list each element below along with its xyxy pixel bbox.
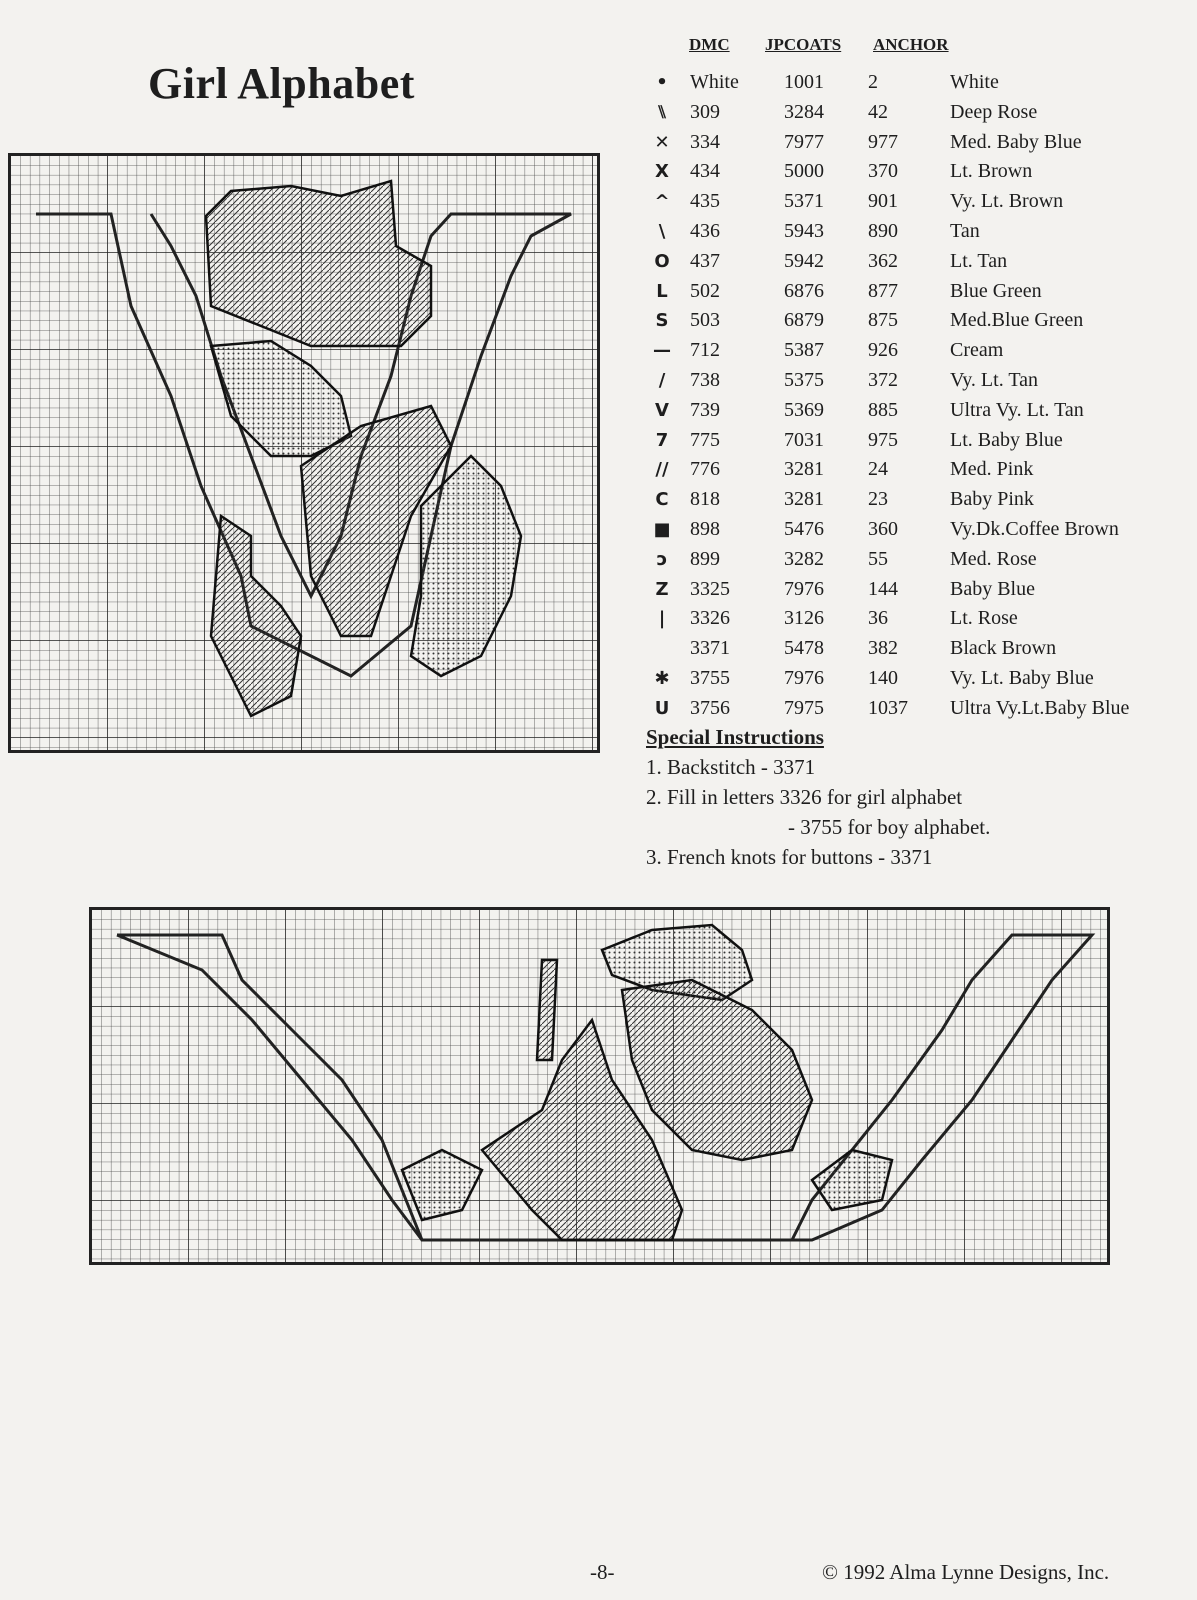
legend-anchor: 890	[868, 219, 898, 242]
legend-dmc: 437	[690, 249, 720, 272]
color-legend	[650, 68, 1190, 724]
legend-dmc: 818	[690, 488, 720, 511]
legend-row	[650, 157, 1190, 187]
legend-symbol: S	[655, 310, 669, 332]
legend-symbol: |	[658, 608, 666, 630]
legend-symbol: \	[658, 220, 666, 242]
legend-jpcoats: 5478	[784, 637, 824, 660]
instruction-line: - 3755 for boy alphabet.	[788, 815, 991, 839]
legend-symbol: U	[654, 697, 670, 719]
legend-symbol: /	[658, 369, 666, 391]
legend-jpcoats: 3281	[784, 458, 824, 481]
legend-dmc: 898	[690, 517, 720, 540]
legend-anchor: 55	[868, 547, 888, 570]
legend-color-name: Baby Blue	[950, 577, 1035, 600]
page-title: Girl Alphabet	[148, 59, 415, 108]
legend-row	[650, 634, 1190, 664]
legend-jpcoats: 5000	[784, 160, 824, 183]
legend-color-name: Vy. Lt. Brown	[950, 190, 1064, 213]
legend-row	[650, 98, 1190, 128]
legend-row	[650, 455, 1190, 485]
legend-color-name: Lt. Tan	[950, 249, 1008, 272]
legend-anchor: 975	[868, 428, 898, 451]
legend-anchor: 362	[868, 249, 898, 272]
instruction-line: 3. French knots for buttons - 3371	[646, 845, 933, 869]
legend-color-name: Vy.Dk.Coffee Brown	[950, 517, 1119, 540]
legend-jpcoats: 5371	[784, 190, 824, 213]
legend-jpcoats: 1001	[784, 71, 824, 93]
legend-anchor: 926	[868, 339, 898, 362]
legend-color-name: Lt. Baby Blue	[950, 428, 1063, 451]
legend-dmc: 3756	[690, 696, 730, 719]
legend-anchor: 23	[868, 488, 888, 511]
legend-dmc: 334	[690, 130, 720, 153]
legend-header-dmc: DMC	[689, 35, 730, 54]
legend-jpcoats: 3281	[784, 488, 824, 511]
legend-dmc: 435	[690, 190, 720, 213]
legend-header-jpcoats: JPCOATS	[765, 35, 842, 54]
legend-dmc: 3326	[690, 607, 730, 630]
legend-anchor: 382	[868, 637, 898, 660]
legend-row	[650, 545, 1190, 575]
cross-stitch-grid	[11, 156, 597, 750]
legend-jpcoats: 7031	[784, 428, 824, 451]
legend-row	[650, 217, 1190, 247]
legend-row	[650, 187, 1190, 217]
chart-letter-v-girl	[8, 153, 600, 753]
legend-row	[650, 485, 1190, 515]
girl-stick-wide	[537, 960, 557, 1060]
legend-color-name: Blue Green	[950, 279, 1042, 302]
legend-anchor: 901	[868, 190, 898, 213]
special-instructions	[646, 722, 990, 872]
legend-symbol: X	[655, 161, 669, 183]
legend-color-name: Med. Rose	[950, 547, 1037, 570]
legend-jpcoats: 6879	[784, 309, 824, 332]
legend-symbol: 7	[655, 429, 669, 451]
instruction-line: 1. Backstitch - 3371	[646, 755, 816, 779]
legend-anchor: 36	[868, 607, 888, 630]
legend-color-name: Vy. Lt. Tan	[950, 368, 1039, 391]
legend-symbol: ɔ	[656, 548, 668, 570]
legend-symbol: ^	[654, 191, 670, 213]
legend-jpcoats: 7977	[784, 130, 824, 153]
legend-color-name: Med. Pink	[950, 458, 1034, 481]
legend-symbol: —	[653, 340, 671, 362]
instruction-line: 2. Fill in letters 3326 for girl alphabet	[646, 785, 963, 809]
legend-color-name: Deep Rose	[950, 100, 1038, 123]
legend-dmc: 899	[690, 547, 720, 570]
legend-anchor: 372	[868, 368, 898, 391]
legend-row	[650, 396, 1190, 426]
legend-color-name: Tan	[950, 219, 980, 242]
legend-color-name: Med.Blue Green	[950, 309, 1084, 332]
legend-jpcoats: 5942	[784, 249, 824, 272]
legend-jpcoats: 5943	[784, 219, 824, 242]
legend-symbol: ✕	[654, 131, 670, 153]
legend-jpcoats: 3284	[784, 100, 824, 123]
legend-row	[650, 515, 1190, 545]
legend-jpcoats: 7976	[784, 666, 824, 689]
chart-letter-v-wide	[89, 907, 1110, 1265]
legend-color-name: Baby Pink	[950, 488, 1034, 511]
legend-symbol: ■	[653, 518, 671, 540]
legend-color-name: Black Brown	[950, 637, 1057, 660]
legend-row	[650, 604, 1190, 634]
legend-row	[650, 575, 1190, 605]
legend-row	[650, 128, 1190, 158]
page-number: -8-	[590, 1560, 615, 1584]
legend-jpcoats: 3126	[784, 607, 824, 630]
legend-anchor: 877	[868, 279, 898, 302]
legend-anchor: 144	[868, 577, 898, 600]
legend-dmc: 775	[690, 428, 720, 451]
legend-row	[650, 336, 1190, 366]
legend-anchor: 885	[868, 398, 898, 421]
legend-dmc: 502	[690, 279, 720, 302]
legend-symbol: Z	[655, 578, 669, 600]
legend-jpcoats: 6876	[784, 279, 824, 302]
legend-color-name: Med. Baby Blue	[950, 130, 1082, 153]
legend-row	[650, 426, 1190, 456]
legend-dmc: 436	[690, 219, 720, 242]
legend-color-name: Ultra Vy.Lt.Baby Blue	[950, 696, 1130, 719]
legend-dmc: 739	[690, 398, 720, 421]
legend-anchor: 977	[868, 130, 898, 153]
legend-anchor: 140	[868, 666, 898, 689]
legend-symbol: O	[654, 250, 670, 272]
legend-jpcoats: 5387	[784, 339, 824, 362]
copyright: © 1992 Alma Lynne Designs, Inc.	[822, 1560, 1110, 1584]
special-instructions-title: Special Instructions	[646, 725, 824, 749]
legend-header-anchor: ANCHOR	[873, 35, 949, 54]
legend-row	[650, 277, 1190, 307]
legend-dmc: 3371	[690, 637, 730, 660]
legend-row	[650, 247, 1190, 277]
legend-anchor: 370	[868, 160, 898, 183]
legend-row	[650, 664, 1190, 694]
legend-row	[650, 306, 1190, 336]
legend-anchor: 875	[868, 309, 898, 332]
legend-dmc: 503	[690, 309, 720, 332]
legend-symbol: //	[655, 459, 669, 481]
legend-dmc: 3325	[690, 577, 730, 600]
legend-color-name: Lt. Rose	[950, 607, 1018, 630]
legend-jpcoats: 3282	[784, 547, 824, 570]
legend-anchor: 1037	[868, 696, 908, 719]
legend-jpcoats: 7976	[784, 577, 824, 600]
legend-dmc: 738	[690, 368, 720, 391]
legend-symbol: ⑊	[656, 101, 668, 123]
legend-dmc: 309	[690, 100, 720, 123]
legend-color-name: Cream	[950, 339, 1004, 362]
legend-jpcoats: 7975	[784, 696, 824, 719]
legend-jpcoats: 5369	[784, 398, 824, 421]
legend-dmc: 776	[690, 458, 720, 481]
legend-symbol: L	[656, 280, 668, 302]
legend-dmc: 3755	[690, 666, 730, 689]
legend-row	[650, 366, 1190, 396]
legend-dmc: White	[690, 71, 739, 93]
legend-row	[650, 68, 1190, 98]
legend-dmc: 434	[690, 160, 720, 183]
legend-jpcoats: 5476	[784, 517, 824, 540]
legend-color-name: Vy. Lt. Baby Blue	[950, 666, 1094, 689]
legend-color-name: Ultra Vy. Lt. Tan	[950, 398, 1084, 421]
legend-color-name: Lt. Brown	[950, 160, 1033, 183]
legend-symbol: •	[656, 72, 668, 93]
legend-anchor: 24	[868, 458, 888, 481]
legend-dmc: 712	[690, 339, 720, 362]
legend-color-name: White	[950, 71, 999, 93]
legend-anchor: 42	[868, 100, 888, 123]
cross-stitch-grid-wide	[92, 910, 1107, 1262]
legend-symbol: C	[655, 489, 669, 511]
legend-jpcoats: 5375	[784, 368, 824, 391]
legend-symbol: ✱	[654, 667, 670, 689]
legend-symbol: V	[655, 399, 669, 421]
legend-row	[650, 694, 1190, 724]
legend-anchor: 360	[868, 517, 898, 540]
legend-anchor: 2	[868, 71, 878, 93]
